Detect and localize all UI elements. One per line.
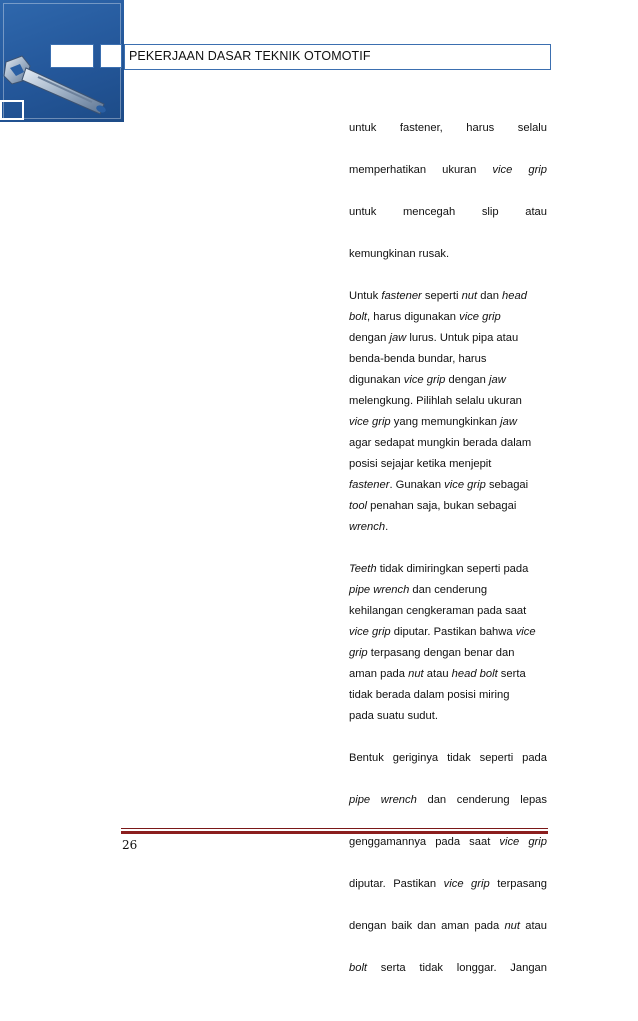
footer-rule-thick	[121, 831, 548, 834]
paragraph-line: Untuk fastener seperti nut dan head	[349, 290, 527, 302]
header-square-outline	[0, 100, 24, 120]
text-column	[349, 118, 547, 1021]
paragraph-line: pada suatu sudut.	[349, 710, 438, 722]
paragraph-line: kehilangan cengkeraman pada saat	[349, 605, 527, 617]
paragraph-line: dengan baik dan aman pada nut atau	[349, 920, 547, 932]
header-square-white-large	[50, 44, 94, 68]
paragraph-line: Bentuk geriginya tidak seperti pada	[349, 752, 547, 764]
paragraph-line: kemungkinan rusak.	[349, 248, 450, 260]
paragraph-line: vice grip yang memungkinkan jaw	[349, 416, 517, 428]
paragraph-line: diputar. Pastikan vice grip terpasang	[349, 878, 547, 890]
paragraph-line: wrench.	[349, 521, 389, 533]
paragraph-4	[349, 748, 547, 1000]
paragraph-2	[349, 286, 547, 538]
paragraph-line: posisi sejajar ketika menjepit	[349, 458, 492, 470]
paragraph-line: vice grip diputar. Pastikan bahwa vice	[349, 626, 536, 638]
paragraph-line: aman pada nut atau head bolt serta	[349, 668, 526, 680]
paragraph-line: dengan jaw lurus. Untuk pipa atau	[349, 332, 519, 344]
paragraph-line: pipe wrench dan cenderung	[349, 584, 488, 596]
page-title: PEKERJAAN DASAR TEKNIK OTOMOTIF	[129, 49, 371, 63]
paragraph-line: Teeth tidak dimiringkan seperti pada	[349, 563, 529, 575]
paragraph-line: tidak berada dalam posisi miring	[349, 689, 510, 701]
paragraph-line: tool penahan saja, bukan sebagai	[349, 500, 517, 512]
paragraph-line: fastener. Gunakan vice grip sebagai	[349, 479, 529, 491]
paragraph-line: melengkung. Pilihlah selalu ukuran	[349, 395, 522, 407]
paragraph-line: bolt serta tidak longgar. Jangan	[349, 962, 547, 974]
paragraph-line: untuk mencegah slip atau	[349, 206, 547, 218]
paragraph-line: grip terpasang dengan benar dan	[349, 647, 515, 659]
paragraph-line: benda-benda bundar, harus	[349, 353, 487, 365]
paragraph-line: pipe wrench dan cenderung lepas	[349, 794, 547, 806]
header-square-white-small	[100, 44, 122, 68]
page-number: 26	[122, 838, 138, 852]
paragraph-line: untuk fastener, harus selalu	[349, 122, 547, 134]
paragraph-3	[349, 559, 547, 727]
footer-rule-thin	[121, 828, 548, 829]
paragraph-line: genggamannya pada saat vice grip	[349, 836, 547, 848]
paragraph-line: bolt, harus digunakan vice grip	[349, 311, 501, 323]
paragraph-1	[349, 118, 547, 265]
paragraph-line: memperhatikan ukuran vice grip	[349, 164, 547, 176]
paragraph-line: agar sedapat mungkin berada dalam	[349, 437, 532, 449]
paragraph-line: digunakan vice grip dengan jaw	[349, 374, 506, 386]
